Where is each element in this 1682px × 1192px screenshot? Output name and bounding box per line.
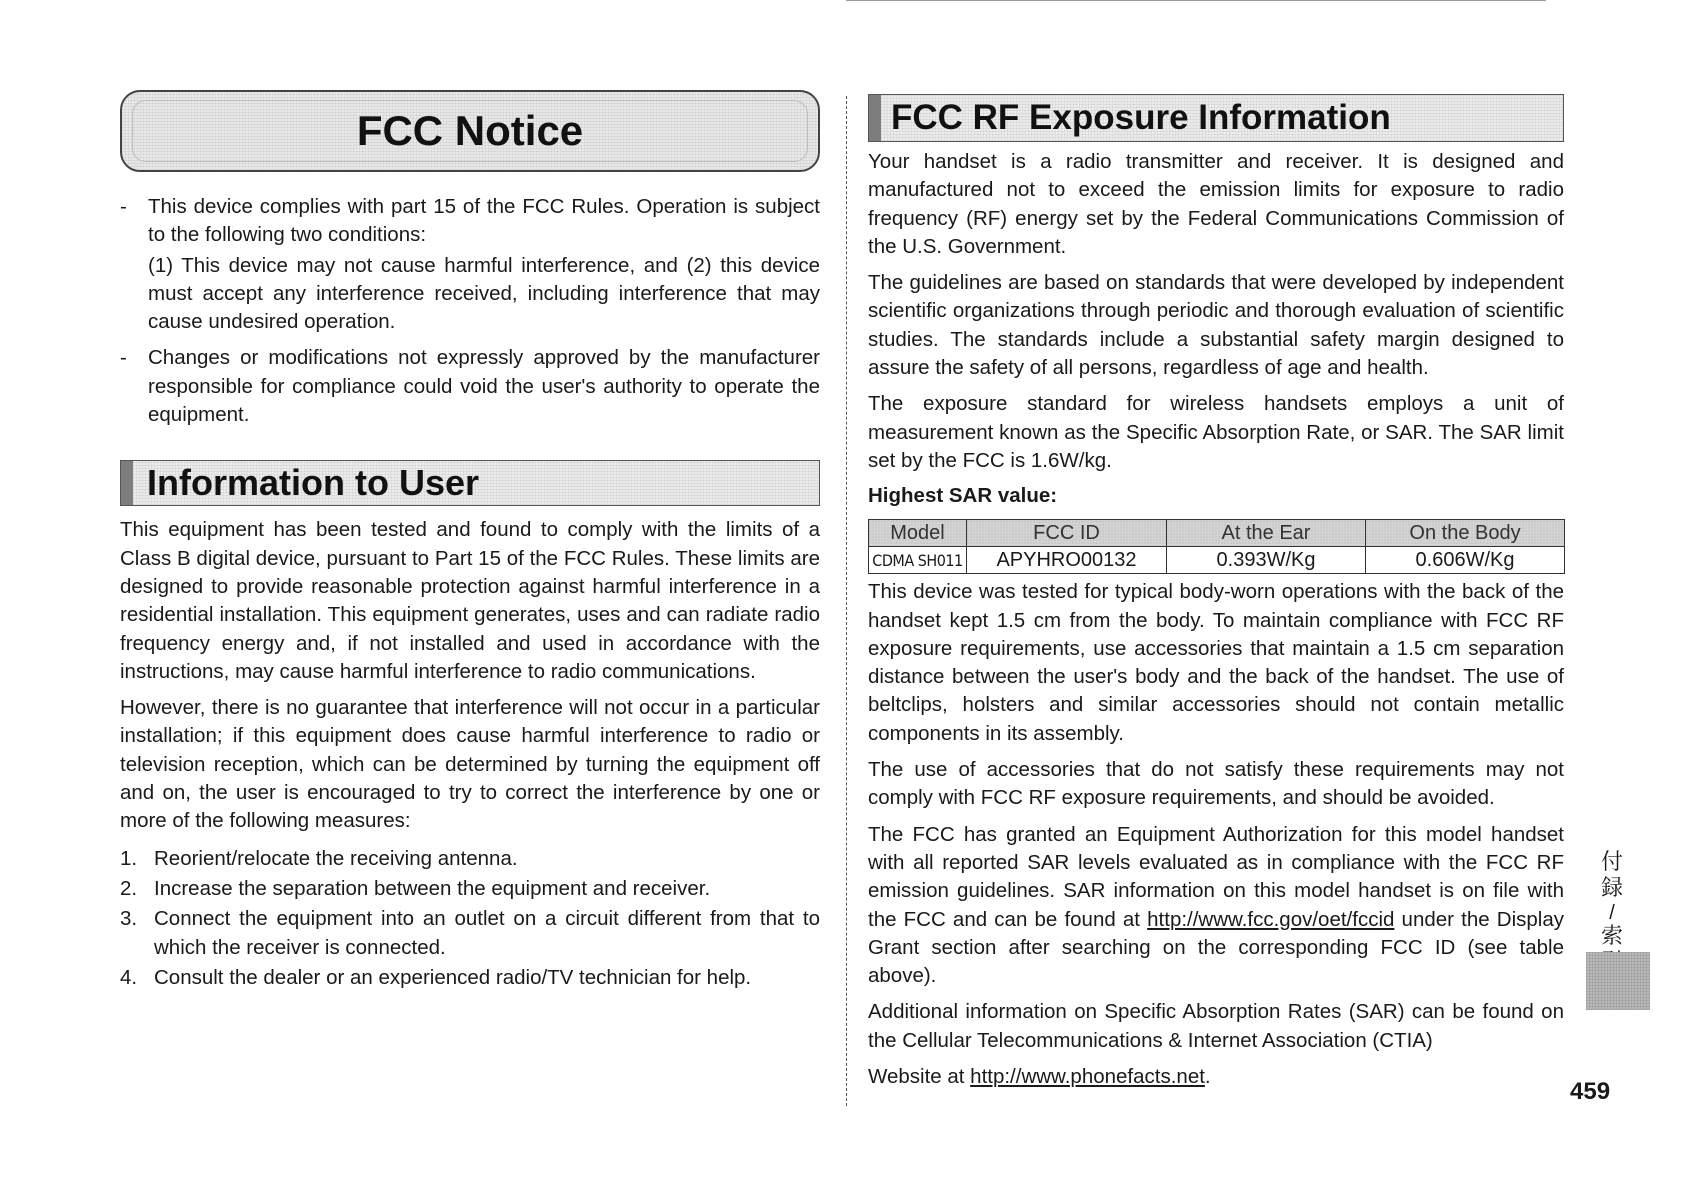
sar-header-ear: At the Ear <box>1167 520 1366 547</box>
fcc-notice-item: - This device complies with part 15 of the FCC Rules. Operation is subject to the following two conditions: (1) This device may not cause harmful interference, and (2) this device must accept any interference received, including interference that may cause undesired operation. <box>120 193 820 336</box>
side-tab-char: 録 <box>1600 876 1623 901</box>
page-number: 459 <box>1570 1078 1611 1105</box>
column-divider <box>846 96 847 1106</box>
side-tab-block <box>1586 952 1650 1010</box>
sar-table <box>868 519 1565 574</box>
info-to-user-bar <box>120 460 820 506</box>
additional-info: Additional information on Specific Absorption Rates (SAR) can be found on the Cellular Telecommunications & Internet Association (CTIA) <box>868 1000 1564 1052</box>
top-rule <box>846 0 1546 1</box>
side-tab-char: 索 <box>1600 924 1623 949</box>
rf-paragraph: The use of accessories that do not satisfy these requirements may not comply with FCC RF exposure requirements, and should be avoided. <box>868 758 1564 810</box>
rf-paragraph: This device was tested for typical body-worn operations with the back of the handset kept 1.5 cm from the body. To maintain compliance with FCC RF exposure requirements, use accessories that maintain a 1.5 cm separation distance between the user's body and the back of the handset. The use of beltclips, holsters and similar accessories should not contain metallic components in its assembly. <box>868 580 1564 745</box>
rf-exposure-title: FCC RF Exposure Information <box>891 98 1391 137</box>
dash-bullet: - <box>120 346 127 370</box>
bar-accent <box>869 95 881 141</box>
measure-item: 1. Reorient/relocate the receiving antenna. <box>120 846 518 870</box>
sar-header-row <box>869 520 1565 547</box>
sar-header-body: On the Body <box>1366 520 1565 547</box>
fcc-conditions: (1) This device may not cause harmful interference, and (2) this device must accept any interference received, including interference that may cause undesired operation. <box>148 253 820 334</box>
website-line: Website at http://www.phonefacts.net. <box>868 1065 1211 1089</box>
sar-header-model: Model <box>869 520 967 547</box>
measure-item: 4. Consult the dealer or an experienced radio/TV technician for help. <box>120 965 752 989</box>
left-column <box>120 90 820 994</box>
fcc-notice-banner <box>120 90 820 172</box>
fcc-notice-title: FCC Notice <box>356 107 584 154</box>
info-paragraph: However, there is no guarantee that interference will not occur in a particular installation; if this equipment does cause harmful interference to radio or television reception, which can be determined by turning the equipment off and on, the user is encouraged to try to correct the interference by one or more of the following measures: <box>120 696 820 833</box>
sar-data-row <box>869 547 1565 574</box>
info-to-user-title: Information to User <box>147 462 480 504</box>
right-column <box>868 94 1564 1091</box>
bar-accent <box>121 461 133 505</box>
sar-body-cell: 0.606W/Kg <box>1366 547 1565 574</box>
grant-paragraph: The FCC has granted an Equipment Authorization for this model handset with all reported SAR levels evaluated as in compliance with the FCC RF emission guidelines. SAR information on this model handset is on file with the FCC and can be found at http://www.fcc.gov/oet/fccid under the Display Grant section after searching on the corresponding FCC ID (see table above). <box>868 822 1565 988</box>
info-paragraph: This equipment has been tested and found to comply with the limits of a Class B digital device, pursuant to Part 15 of the FCC Rules. These limits are designed to provide reasonable protection against harmful interference in a residential installation. This equipment generates, uses and can radiate radio frequency energy and, if not installed and used in accordance with the instructions, may cause harmful interference to radio communications. <box>120 518 820 683</box>
fcc-notice-list <box>120 193 820 429</box>
fcc-id-link[interactable]: http://www.fcc.gov/oet/fccid <box>1147 907 1395 931</box>
rf-exposure-bar <box>868 94 1564 142</box>
dash-bullet: - <box>120 195 127 218</box>
rf-paragraph: The guidelines are based on standards that were developed by independent scientific organizations through periodic and thorough evaluation of scientific studies. The standards include a substantial safety margin designed to assure the safety of all persons, regardless of age and health. <box>868 271 1564 380</box>
sar-header-fccid: FCC ID <box>967 520 1167 547</box>
sar-fccid-cell: APYHRO00132 <box>967 547 1167 574</box>
sar-heading: Highest SAR value: <box>868 484 1058 508</box>
sar-model-cell: CDMA SH011 <box>869 547 967 574</box>
fcc-notice-item: - Changes or modifications not expressly approved by the manufacturer responsible for compliance could void the user's authority to operate the equipment. <box>120 346 820 427</box>
measures-list <box>120 845 820 992</box>
side-tab-char: 付 <box>1600 850 1623 875</box>
side-tab-slash: / <box>1609 902 1615 924</box>
measure-item: 3. Connect the equipment into an outlet on a circuit different from that to which the receiver is connected. <box>120 907 820 959</box>
phonefacts-link[interactable]: http://www.phonefacts.net <box>970 1065 1205 1089</box>
sar-ear-cell: 0.393W/Kg <box>1167 547 1366 574</box>
measure-item: 2. Increase the separation between the equipment and receiver. <box>120 876 711 900</box>
rf-paragraph: Your handset is a radio transmitter and receiver. It is designed and manufactured not to exceed the emission limits for exposure to radio frequency (RF) energy set by the Federal Communications Commission of the U.S. Government. <box>868 150 1564 258</box>
rf-paragraph: The exposure standard for wireless handsets employs a unit of measurement known as the Specific Absorption Rate, or SAR. The SAR limit set by the FCC is 1.6W/kg. <box>868 392 1564 472</box>
